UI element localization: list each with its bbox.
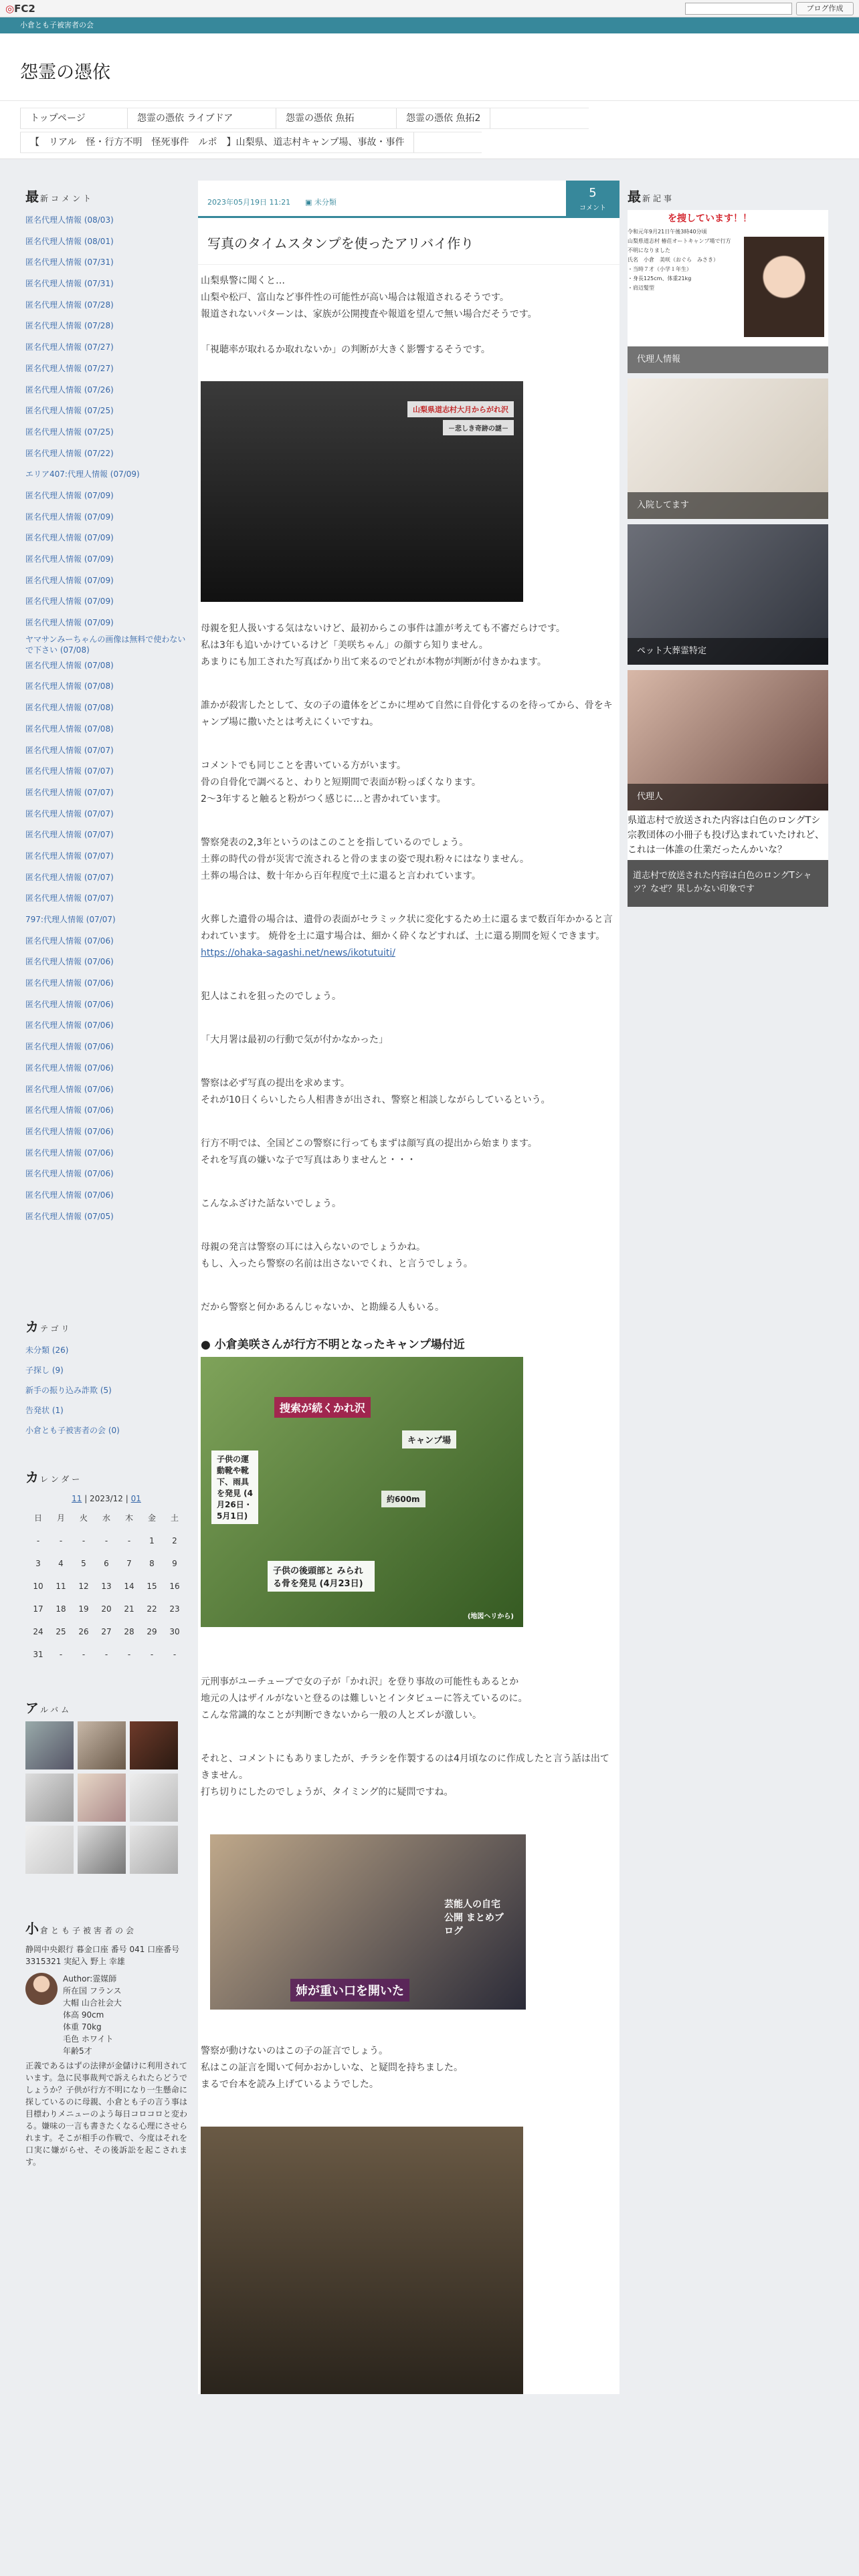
recent-comments-heading: 最 新コメント [25,189,94,205]
site-header [0,33,859,100]
category-link[interactable]: 子探し (9) [25,1366,64,1375]
calendar-day: 31 [33,1650,43,1659]
post-paragraph: 警察は必ず写真の提出を求めます。 それが10日くらいしたら人相書きが出され、警察と相談しながらしているという。 [201,1078,551,1105]
recent-comment-link[interactable]: 匿名代理人情報 (07/07) [25,872,114,882]
recent-post-card[interactable]: 入院してます [628,379,828,519]
calendar-prev-link[interactable]: 11 [72,1494,82,1503]
calendar-next-link[interactable]: 01 [130,1494,141,1503]
fc2-logo[interactable]: ◎FC2 [5,3,35,15]
album-thumbnail[interactable] [25,1774,74,1822]
post-paragraph: 山梨県警に聞くと… 山梨や松戸、富山など事件性の可能性が高い場合は報道されるそうです。 報道されないパターンは、家族が公開捜査や報道を望んで無い場合だそうです。 [201,276,537,320]
profile-details [63,1973,122,2057]
recent-comment-link[interactable]: エリア407:代理人情報 (07/09) [25,469,140,479]
recent-comment-link[interactable]: 匿名代理人情報 (07/06) [25,1148,114,1158]
recent-comment-link[interactable]: 匿名代理人情報 (07/09) [25,618,114,628]
recent-comments-list [25,210,187,1227]
recent-comment-link[interactable]: 797:代理人情報 (07/07) [25,915,116,924]
calendar-day: 20 [101,1604,112,1614]
recent-comment-link[interactable]: 匿名代理人情報 (07/09) [25,597,114,607]
promo-line: ・当時７才（小学１年生） [628,266,692,272]
album-heading: ア ルバム [25,1700,72,1716]
calendar-day: 23 [169,1604,180,1614]
recent-comment-link[interactable]: 匿名代理人情報 (07/07) [25,830,114,840]
recent-comment-link[interactable]: 匿名代理人情報 (07/08) [25,724,114,734]
promo-lines [628,227,735,293]
nav-gyotaku[interactable]: 怨霊の憑依 魚拓 [276,108,363,128]
recent-comment-link[interactable]: 匿名代理人情報 (07/27) [25,363,114,373]
recent-post-card[interactable]: 代理人 [628,670,828,811]
calendar-day: 17 [33,1604,43,1614]
map-heading: ● 小倉美咲さんが行方不明となったキャンプ場付近 [201,1338,465,1352]
profile-detail: 大帽 山合社会大 [63,1998,122,2008]
recent-comment-link[interactable]: 匿名代理人情報 (07/31) [25,279,114,289]
recent-comment-link[interactable]: ヤマサンみーちゃんの画像は無料で使わないで下さい (07/08) [25,634,186,655]
post-paragraph: 母親を犯人扱いする気はないけど、最初からこの事件は誰が考えても不審だらけです。 私は3年も追いかけているけど「美咲ちゃん」の顔すら知りません。 あまりにも加工された写真ばかり出て来るのでどれが本物が判断が付きかねます。 [201,623,565,667]
recent-comment-link[interactable]: 匿名代理人情報 (07/08) [25,681,114,691]
promo-photo [744,237,824,337]
recent-comment-link[interactable]: 匿名代理人情報 (08/03) [25,215,114,225]
recent-comment-link[interactable]: 匿名代理人情報 (07/07) [25,809,114,819]
recent-comment-link[interactable]: 匿名代理人情報 (07/22) [25,448,114,458]
calendar-day: 21 [124,1604,134,1614]
calendar-day: 26 [78,1627,89,1636]
calendar-day: - [127,1650,131,1659]
recent-comment-link[interactable]: 匿名代理人情報 (07/09) [25,490,114,500]
calendar-weekday: 木 [124,1513,133,1523]
post-paragraph: 警察が動けないのはこの子の証言でしょう。 私はこの証言を聞いて何かおかしいな、と疑問を持ちました。 まるで台本を読み上げているようでした。 [201,2046,463,2090]
calendar-current-month: | 2023/12 | [84,1494,128,1503]
categories-widget [25,1311,187,1440]
calendar-weekday: 火 [79,1513,88,1523]
recent-comment-link[interactable]: 匿名代理人情報 (07/06) [25,999,114,1009]
recent-comment-link[interactable]: 匿名代理人情報 (07/09) [25,512,114,522]
recent-comment-link[interactable]: 匿名代理人情報 (07/26) [25,385,114,395]
post-paragraph: 行方不明では、全国どこの警察に行ってもまずは顔写真の提出から始まります。 それを写真の嫌いな子で写真はありませんと・・・ [201,1138,537,1166]
profile-detail: 年齢5才 [63,2046,92,2056]
calendar-day: - [36,1536,40,1545]
calendar-day: 15 [147,1582,157,1591]
recent-posts-heading: 最 新記事 [628,189,675,205]
recent-comment-link[interactable]: 匿名代理人情報 (07/09) [25,554,114,564]
comment-label: コメント [579,205,606,212]
post-paragraph: 母親の発言は警察の耳には入らないのでしょうかね。 もし、入ったら警察の名前は出さないでくれ、と言うでしょう。 [201,1242,473,1269]
category-link[interactable]: 新手の振り込み詐欺 (5) [25,1386,112,1395]
category-link[interactable]: 告発状 (1) [25,1406,64,1415]
album-thumbnail[interactable] [25,1721,74,1769]
album-thumbnail[interactable] [78,1721,126,1769]
calendar-day: 22 [147,1604,157,1614]
nav-livedoor[interactable]: 怨霊の憑依 ライブドア [127,108,242,128]
calendar-day: 24 [33,1627,43,1636]
recent-comment-link[interactable]: 匿名代理人情報 (07/27) [25,342,114,352]
recent-comment-link[interactable]: 匿名代理人情報 (07/06) [25,936,114,946]
calendar-day: - [59,1650,63,1659]
fc2-search-input[interactable] [685,3,792,15]
recent-comment-link[interactable]: 匿名代理人情報 (07/09) [25,575,114,585]
calendar-day: - [104,1650,108,1659]
promo-line: ・身長125cm、体重21kg [628,276,692,282]
nav-gyotaku2[interactable]: 怨霊の憑依 魚拓2 [396,108,490,128]
calendar-day: 25 [56,1627,66,1636]
calendar-weekday: 水 [102,1513,110,1523]
recent-comment-link[interactable]: 匿名代理人情報 (07/06) [25,1063,114,1073]
album-thumbnail[interactable] [130,1826,178,1874]
calendar-weekday: 日 [33,1513,42,1523]
left-sidebar [25,181,187,1227]
profile-widget [25,1913,187,2168]
recent-comment-link[interactable]: 匿名代理人情報 (07/31) [25,257,114,267]
album-thumbnails [25,1721,187,1874]
recent-comment-link[interactable]: 匿名代理人情報 (07/08) [25,660,114,670]
calendar-day: - [104,1536,108,1545]
recent-comment-link[interactable]: 匿名代理人情報 (07/07) [25,851,114,861]
calendar-grid [27,1507,187,1666]
forest-photo-image [201,2127,523,2394]
calendar-widget [25,1461,187,1666]
post-meta [198,181,619,218]
post-paragraph: 「大月署は最初の行動で気が付かなかった」 [201,1035,388,1045]
calendar-day: - [82,1536,86,1545]
post-paragraph: 警察発表の2,3年というのはこのことを指しているのでしょう。 土葬の時代の骨が災害で流されると骨のままの姿で現れ粉々にはなりません。 土葬の場合は、数十年から百年程度で土に還ると言われています。 [201,837,529,881]
post-paragraph: コメントでも同じことを書いている方がいます。 骨の自骨化で調べると、わりと短期間で表面が粉っぽくなります。 2〜3年すると触ると粉がつく感じに…と書かれています。 [201,760,481,804]
profile-card [25,1973,187,2057]
profile-detail: 体高 90cm [63,2010,104,2020]
tv-screenshot-image: 山梨県道志村大月からがれ沢 －悲しき奇跡の謎－ [201,381,523,602]
recent-comment-link[interactable]: 匿名代理人情報 (07/25) [25,406,114,416]
calendar-day: 6 [104,1559,109,1568]
profile-detail: 毛色 ホワイト [63,2034,114,2044]
post-paragraph: こんなふざけた話ないでしょう。 [201,1198,341,1209]
calendar-weekday: 金 [147,1513,156,1523]
post-date[interactable]: 2023年05月19日 11:21 [207,198,291,207]
recent-comment-link[interactable]: 匿名代理人情報 (07/06) [25,1105,114,1115]
calendar-day: 14 [124,1582,134,1591]
recent-post-text: 県道志村で放送された内容は白色のロングTシ 宗教団体の小冊子も投げ込まれていたけれど、 これは一体誰の仕業だったんかいな？ [628,811,828,860]
album-widget [25,1692,187,1874]
calendar-day: - [127,1536,131,1545]
calendar-day: 3 [35,1559,41,1568]
profile-account: 静岡中央銀行 暮金口座 番号 041 口座番号 3315321 実紀入 野上 幸雄 [25,1945,180,1966]
calendar-weekday: 土 [170,1513,179,1523]
calendar-day: 13 [101,1582,112,1591]
recent-comment-link[interactable]: 匿名代理人情報 (07/28) [25,300,114,310]
categories-list [25,1340,187,1440]
profile-detail: 体重 70kg [63,2022,102,2032]
recent-comment-link[interactable]: 匿名代理人情報 (07/06) [25,1042,114,1052]
calendar-day: 1 [149,1536,155,1545]
calendar-day: - [173,1650,177,1659]
album-thumbnail[interactable] [25,1826,74,1874]
recent-comment-link[interactable]: 匿名代理人情報 (07/06) [25,957,114,967]
ohaka-link[interactable]: https://ohaka-sagashi.net/news/ikotutuiti/ [201,948,395,958]
recent-comment-link[interactable]: 匿名代理人情報 (07/25) [25,427,114,437]
site-subtitle-bar: 小倉とも子被害者の会 [0,17,859,33]
post-paragraph: それと、コメントにもありましたが、チラシを作製するのは4月頃なのに作成したと言う話は出てきません。 打ち切りにしたのでしょうが、タイミング的に疑問ですね。 [201,1753,609,1798]
recent-comment-link[interactable]: 匿名代理人情報 (07/07) [25,745,114,755]
recent-comment-link[interactable]: 匿名代理人情報 (07/06) [25,1126,114,1136]
calendar-day: 30 [169,1627,180,1636]
recent-comment-link[interactable]: 匿名代理人情報 (07/07) [25,766,114,776]
nav-home[interactable]: トップページ [20,108,95,128]
post-paragraph: 火葬した遺骨の場合は、遺骨の表面がセラミック状に変化するため土に還るまで数百年かかると言われています。 焼骨を土に還す場合は、細かく砕くなどすれば、土に還る期間を短くできます。 https://ohaka-sagashi.net/news/ikotutuiti/ [201,914,613,958]
album-thumbnail[interactable] [130,1721,178,1769]
post-paragraph: 犯人はこれを狙ったのでしょう。 [201,991,341,1002]
recent-post-nav[interactable]: 道志村で放送された内容は白色のロングTシャツ？なぜ？果しかない印象です [628,860,828,907]
post-paragraph: 「視聴率が取れるか取れないか」の判断が大きく影響するそうです。 [201,344,490,355]
calendar-day: 28 [124,1627,134,1636]
calendar-day: 12 [78,1582,89,1591]
main-article [198,181,619,2394]
recent-comment-link[interactable]: 匿名代理人情報 (07/08) [25,703,114,713]
recent-post-card[interactable]: ペット大葬霊特定 [628,524,828,665]
avatar [25,1973,58,2005]
recent-comment-link[interactable]: 匿名代理人情報 (07/07) [25,893,114,903]
recent-comment-link[interactable]: 匿名代理人情報 (07/09) [25,533,114,543]
recent-comment-link[interactable]: 匿名代理人情報 (07/07) [25,787,114,797]
calendar-day: 9 [172,1559,177,1568]
recent-comment-link[interactable]: 匿名代理人情報 (07/28) [25,321,114,331]
recent-post-card[interactable]: を捜しています！！ 令和元年9月21日午後3時40分頃 山梨県道志村 椿荘オートキャンプ場で行方不明になりました 氏名 小倉 美咲（おぐら みさき） ・当時７才（小学１年生） ・身長125cm、体重21kg ・肩辺髪型 代理人情報 [628,210,828,373]
calendar-day: 27 [101,1627,112,1636]
category-link[interactable]: 小倉とも子被害者の会 (0) [25,1426,120,1435]
promo-line: 氏名 小倉 美咲（おぐら みさき） [628,257,719,263]
album-thumbnail[interactable] [130,1774,178,1822]
calendar-nav [25,1491,187,1507]
campsite-map-image: 捜索が続くかれ沢 キャンプ場 約600m 子供の後頭部と みられる骨を発見 (4月23日) 子供の運動靴や靴下、雨具を発見 (4月26日・5月1日) (地図ヘリから) [201,1357,523,1627]
calendar-day: 10 [33,1582,43,1591]
nav-row-2 [20,132,482,153]
recent-comment-link[interactable]: 匿名代理人情報 (07/06) [25,1021,114,1031]
profile-detail: Author:霊媒師 [63,1974,117,1983]
nav-douchi-article[interactable]: 【 リアル 怪・行方不明 怪死事件 ルポ 】山梨県、道志村キャンプ場、事故・事件 [20,132,414,152]
post-paragraph: 元刑事がユーチューブで女の子が「かれ沢」を登り事故の可能性もあるとか 地元の人はザイルがないと登るのは難しいとインタビューに答えているのに。 こんな常識的なことが判断できないから一般の人とズレが激しい。 [201,1677,528,1721]
site-title[interactable]: 怨霊の憑依 [20,62,110,83]
profile-detail: 所在国 フランス [63,1986,122,1996]
categories-heading: カ テゴリ [25,1319,72,1335]
interview-image: 芸能人の自宅公開 まとめブログ 姉が重い口を開いた [210,1834,526,2010]
nav-row-1 [20,108,589,129]
category-link[interactable]: 未分類 (26) [25,1346,69,1355]
profile-heading: 小 倉とも子被害者の会 [25,1921,137,1937]
calendar-day: 2 [172,1536,177,1545]
promo-line: 令和元年9月21日午後3時40分頃 [628,229,707,235]
post-body [198,273,619,2394]
calendar-day: - [150,1650,154,1659]
calendar-day: 5 [81,1559,86,1568]
comment-count: 5 [589,186,597,200]
calendar-day: - [82,1650,86,1659]
calendar-day: 18 [56,1604,66,1614]
fc2-toolbar [0,0,859,17]
recent-comment-link[interactable]: 匿名代理人情報 (07/06) [25,1169,114,1179]
recent-comment-link[interactable]: 匿名代理人情報 (07/05) [25,1211,114,1221]
recent-comment-link[interactable]: 匿名代理人情報 (08/01) [25,236,114,246]
promo-line: ・肩辺髪型 [628,285,654,291]
recent-comment-link[interactable]: 匿名代理人情報 (07/06) [25,1190,114,1200]
calendar-heading: カ レンダー [25,1469,83,1485]
post-category[interactable]: ▣ 未分類 [305,198,337,207]
comment-count-badge[interactable] [566,181,619,218]
calendar-day: 8 [149,1559,155,1568]
calendar-weekday: 月 [56,1513,65,1523]
calendar-day: 4 [58,1559,64,1568]
post-paragraph: 誰かが殺害したとして、女の子の遺体をどこかに埋めて自然に自骨化するのを待ってから、骨をキャンプ場に撒いたとは考えにくいですね。 [201,700,613,728]
right-sidebar [628,181,828,907]
calendar-day: 29 [147,1627,157,1636]
create-blog-button[interactable]: ブログ作成 [796,2,854,15]
calendar-day: 19 [78,1604,89,1614]
promo-line: 山梨県道志村 椿荘オートキャンプ場で行方不明になりました [628,238,731,253]
calendar-day: 16 [169,1582,180,1591]
recent-comment-link[interactable]: 匿名代理人情報 (07/06) [25,978,114,988]
profile-bio: 正義であるはずの法律が金儲けに利用されています。急に民事裁判で訴えられたらどうでしょうか？子供が行方不明になり一生懸命に探しているのに母親、小倉とも子の言う事は目標わりメニューのよう毎日コロコロと変わる。嫌味の一言も書きたくなる心理にさせられます。そこが相手の作戦で、今度はそれを口実に嫌がらせ、その後訴訟を起こされます。 [25,2061,187,2167]
calendar-day: 7 [126,1559,132,1568]
album-thumbnail[interactable] [78,1774,126,1822]
post-title: 写真のタイムスタンプを使ったアリバイ作り [198,218,619,265]
post-paragraph: だから警察と何かあるんじゃないか、と勘繰る人もいる。 [201,1302,444,1313]
calendar-day: 11 [56,1582,66,1591]
album-thumbnail[interactable] [78,1826,126,1874]
recent-comment-link[interactable]: 匿名代理人情報 (07/06) [25,1084,114,1094]
main-nav [0,100,859,159]
calendar-day: - [59,1536,63,1545]
